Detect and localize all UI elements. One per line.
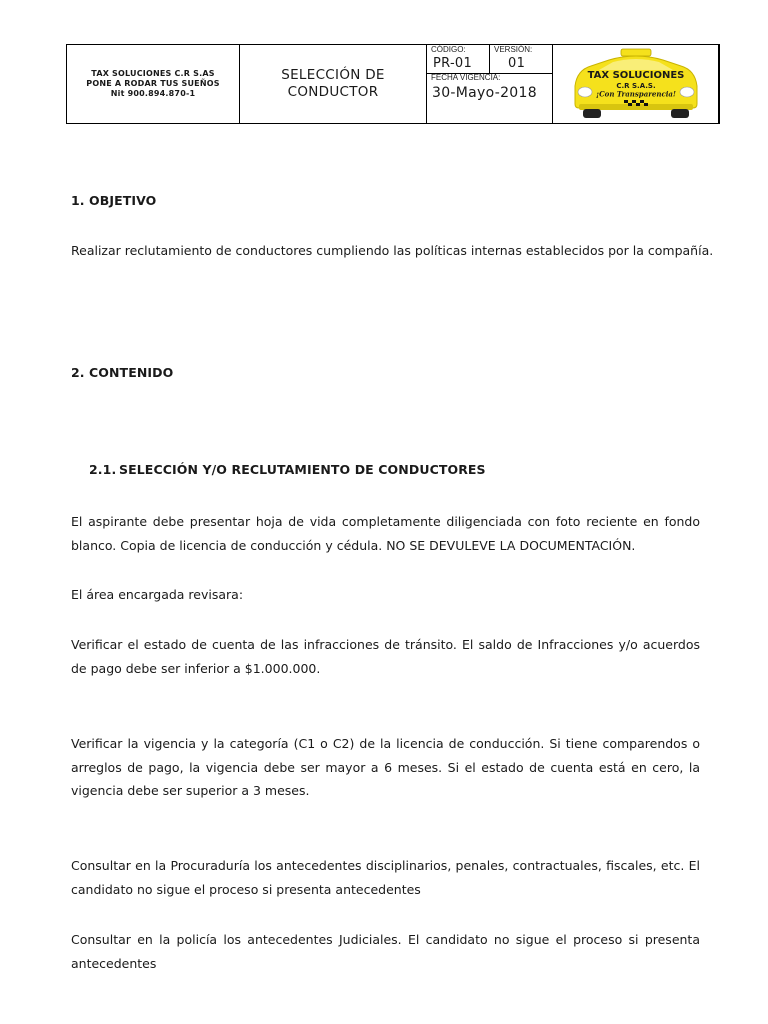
logo-text-3: ¡Con Transparencia! xyxy=(595,89,676,99)
paragraph-requirements: El aspirante debe presentar hoja de vida completamente diligenciada con foto reciente en fondo blanco. Copia de licencia de conducción y cédula. NO SE DEVULEVE LA DOCUMENTACIÓN. xyxy=(71,514,700,553)
paragraph-license: Verificar la vigencia y la categoría (C1 o C2) de la licencia de conducción. Si tiene comparendos o arreglos de pago, la vigencia debe ser mayor a 6 meses. Si el estado de cuenta está en cero, la vigencia debe ser superior a 3 meses. xyxy=(71,736,700,798)
company-info xyxy=(67,45,240,123)
date-label: FECHA VIGENCIA: xyxy=(431,73,501,82)
company-logo xyxy=(553,45,719,123)
document-header xyxy=(66,44,720,124)
paragraph-police: Consultar en la policía los antecedentes Judiciales. El candidato no sigue el proceso si presenta antecedentes xyxy=(71,932,700,971)
section-2-1-number: 2.1. xyxy=(89,462,117,477)
section-1-title: OBJETIVO xyxy=(89,193,157,208)
title-line-2: CONDUCTOR xyxy=(287,84,379,100)
section-1-text: Realizar reclutamiento de conductores cumpliendo las políticas internas establecidos por la compañía. xyxy=(71,243,714,258)
paragraph-procuraduria: Consultar en la Procuraduría los antecedentes disciplinarios, penales, contractuales, fiscales, etc. El candidato no sigue el proceso si presenta antecedentes xyxy=(71,858,700,897)
section-2-1-heading xyxy=(89,462,486,477)
company-slogan: PONE A RODAR TUS SUEÑOS xyxy=(86,79,220,88)
section-2-title: CONTENIDO xyxy=(89,365,174,380)
paragraph-review-intro: El área encargada revisara: xyxy=(71,587,244,602)
company-name: TAX SOLUCIONES C.R S.AS xyxy=(91,69,215,78)
title-line-1: SELECCIÓN DE xyxy=(281,67,385,83)
date-box xyxy=(427,73,552,123)
paragraph-traffic-fines: Verificar el estado de cuenta de las infracciones de tránsito. El saldo de Infracciones y/o acuerdos de pago debe ser inferior a $1.000.000. xyxy=(71,637,700,676)
company-nit: Nit 900.894.870-1 xyxy=(110,89,196,98)
code-box xyxy=(427,45,490,73)
date-value: 30-Mayo-2018 xyxy=(432,85,537,101)
section-2-heading xyxy=(71,365,173,380)
version-value: 01 xyxy=(508,56,526,71)
section-1-heading xyxy=(71,193,156,208)
section-2-number: 2. xyxy=(71,365,85,380)
taxi-logo-icon xyxy=(569,48,703,120)
document-title xyxy=(240,45,427,123)
logo-text-2: C.R S.A.S. xyxy=(615,82,656,90)
logo-text-1: TAX SOLUCIONES xyxy=(587,70,684,81)
code-label: CÓDIGO: xyxy=(431,45,466,54)
version-box xyxy=(490,45,552,73)
version-label: VERSIÓN: xyxy=(494,45,533,54)
document-meta xyxy=(427,45,553,123)
section-2-1-title: SELECCIÓN Y/O RECLUTAMIENTO DE CONDUCTORES xyxy=(119,462,486,477)
code-value: PR-01 xyxy=(433,56,473,71)
section-1-number: 1. xyxy=(71,193,85,208)
